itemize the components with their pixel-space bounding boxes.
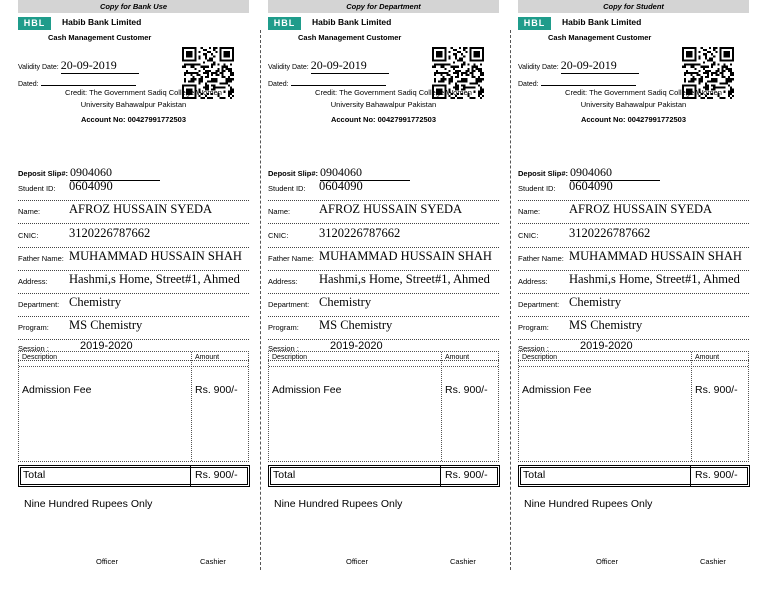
amount-header: Amount xyxy=(445,354,470,361)
field-value: AFROZ HUSSAIN SYEDA xyxy=(319,202,463,216)
amount-in-words: Nine Hundred Rupees Only xyxy=(524,498,653,510)
fee-description-table xyxy=(18,351,249,462)
dated-line xyxy=(291,78,386,86)
validity-value: 20-09-2019 xyxy=(61,58,139,74)
field-row xyxy=(18,227,249,248)
credit-line: Credit: The Government Sadiq College Women xyxy=(315,88,472,97)
fee-item-description: Admission Fee xyxy=(22,384,92,396)
field-label: Student ID: xyxy=(268,184,306,193)
hbl-logo: HBL xyxy=(268,17,301,30)
field-row xyxy=(268,319,499,340)
officer-signature-label: Officer xyxy=(96,557,118,566)
account-number: Account No: 00427991772503 xyxy=(330,115,437,124)
field-label: Father Name: xyxy=(268,254,314,263)
amount-header: Amount xyxy=(195,354,220,361)
field-label: Program: xyxy=(518,323,549,332)
fee-item-amount: Rs. 900/- xyxy=(445,384,488,396)
field-label: Address: xyxy=(268,277,298,286)
credit-line: Credit: The Government Sadiq College Women xyxy=(65,88,222,97)
credit-line: Credit: The Government Sadiq College Women xyxy=(565,88,722,97)
deposit-value: 0904060 xyxy=(320,165,410,181)
table-header xyxy=(269,352,498,367)
description-header: Description xyxy=(22,354,58,361)
hbl-logo: HBL xyxy=(18,17,51,30)
field-value: Hashmi,s Home, Street#1, Ahmed xyxy=(69,272,240,286)
field-row xyxy=(518,296,749,317)
field-label: Session : xyxy=(18,344,49,353)
field-row xyxy=(518,319,749,340)
credit-line-2: University Bahawalpur Pakistan xyxy=(580,100,687,109)
bank-name: Habib Bank Limited xyxy=(312,17,392,27)
credit-line-2: University Bahawalpur Pakistan xyxy=(330,100,437,109)
fee-slip-copy xyxy=(518,0,749,594)
deposit-value: 0904060 xyxy=(70,165,160,181)
field-value: 2019-2020 xyxy=(330,340,383,352)
field-label: Session : xyxy=(268,344,299,353)
field-row xyxy=(268,227,499,248)
field-label: Program: xyxy=(18,323,49,332)
total-amount: Rs. 900/- xyxy=(195,469,238,481)
description-header: Description xyxy=(522,354,558,361)
total-amount: Rs. 900/- xyxy=(695,469,738,481)
total-row xyxy=(268,465,500,487)
field-value: Hashmi,s Home, Street#1, Ahmed xyxy=(569,272,740,286)
field-value: Hashmi,s Home, Street#1, Ahmed xyxy=(319,272,490,286)
fee-item-amount: Rs. 900/- xyxy=(195,384,238,396)
validity-date xyxy=(518,58,639,74)
fee-slip-copy xyxy=(268,0,499,594)
column-divider xyxy=(691,352,692,461)
field-row xyxy=(518,180,749,201)
deposit-label: Deposit Slip#: xyxy=(18,169,69,178)
service-name: Cash Management Customer xyxy=(298,33,402,42)
fee-slip-copy xyxy=(18,0,249,594)
total-row xyxy=(518,465,750,487)
bank-name: Habib Bank Limited xyxy=(62,17,142,27)
field-row xyxy=(268,273,499,294)
field-label: CNIC: xyxy=(518,231,539,240)
field-value: MUHAMMAD HUSSAIN SHAH xyxy=(69,249,242,263)
cashier-signature-label: Cashier xyxy=(450,557,476,566)
copy-header: Copy for Student xyxy=(518,0,749,13)
field-label: CNIC: xyxy=(18,231,39,240)
dated-line xyxy=(541,78,636,86)
field-label: Address: xyxy=(18,277,48,286)
hbl-logo: HBL xyxy=(518,17,551,30)
account-number: Account No: 00427991772503 xyxy=(80,115,187,124)
field-value: Chemistry xyxy=(319,295,372,309)
field-row xyxy=(268,296,499,317)
field-value: MS Chemistry xyxy=(69,318,143,332)
cashier-signature-label: Cashier xyxy=(200,557,226,566)
field-value: 0604090 xyxy=(69,179,113,193)
table-header xyxy=(19,352,248,367)
field-row xyxy=(518,273,749,294)
total-label: Total xyxy=(523,469,546,481)
fee-description-table xyxy=(268,351,499,462)
field-row xyxy=(518,203,749,224)
deposit-label: Deposit Slip#: xyxy=(268,169,319,178)
total-amount: Rs. 900/- xyxy=(445,469,488,481)
field-row xyxy=(268,203,499,224)
field-label: Name: xyxy=(18,207,41,216)
validity-value: 20-09-2019 xyxy=(311,58,389,74)
validity-date xyxy=(18,58,139,74)
field-row xyxy=(268,250,499,271)
field-label: Program: xyxy=(268,323,299,332)
total-divider xyxy=(690,466,691,486)
field-label: Father Name: xyxy=(18,254,64,263)
field-label: Father Name: xyxy=(518,254,564,263)
account-number: Account No: 00427991772503 xyxy=(580,115,687,124)
validity-label: Validity Date: xyxy=(18,64,59,71)
fee-item-amount: Rs. 900/- xyxy=(695,384,738,396)
dated-label: Dated: xyxy=(18,81,39,88)
copy-header: Copy for Bank Use xyxy=(18,0,249,13)
field-label: Address: xyxy=(518,277,548,286)
field-value: 2019-2020 xyxy=(80,340,133,352)
field-label: Name: xyxy=(268,207,291,216)
field-value: 3120226787662 xyxy=(319,226,401,240)
field-value: AFROZ HUSSAIN SYEDA xyxy=(69,202,213,216)
credit-line-2: University Bahawalpur Pakistan xyxy=(80,100,187,109)
field-value: MUHAMMAD HUSSAIN SHAH xyxy=(569,249,742,263)
bank-name: Habib Bank Limited xyxy=(562,17,642,27)
field-value: MUHAMMAD HUSSAIN SHAH xyxy=(319,249,492,263)
field-row xyxy=(18,250,249,271)
field-value: 3120226787662 xyxy=(569,226,651,240)
validity-value: 20-09-2019 xyxy=(561,58,639,74)
field-row xyxy=(518,227,749,248)
field-label: Student ID: xyxy=(18,184,56,193)
field-row xyxy=(268,180,499,201)
deposit-value: 0904060 xyxy=(570,165,660,181)
field-label: Department: xyxy=(268,300,310,309)
table-header xyxy=(519,352,748,367)
service-name: Cash Management Customer xyxy=(48,33,152,42)
credit-info xyxy=(18,87,249,111)
total-label: Total xyxy=(23,469,46,481)
credit-info xyxy=(518,87,749,111)
field-value: Chemistry xyxy=(569,295,622,309)
dated-label: Dated: xyxy=(268,81,289,88)
slip-separator xyxy=(510,30,511,570)
field-value: 3120226787662 xyxy=(69,226,151,240)
dated-line xyxy=(41,78,136,86)
dated-label: Dated: xyxy=(518,81,539,88)
field-row xyxy=(518,250,749,271)
field-row xyxy=(18,296,249,317)
amount-in-words: Nine Hundred Rupees Only xyxy=(274,498,403,510)
amount-header: Amount xyxy=(695,354,720,361)
cashier-signature-label: Cashier xyxy=(700,557,726,566)
field-value: MS Chemistry xyxy=(569,318,643,332)
total-row xyxy=(18,465,250,487)
credit-info xyxy=(268,87,499,111)
fee-item-description: Admission Fee xyxy=(522,384,592,396)
amount-in-words: Nine Hundred Rupees Only xyxy=(24,498,153,510)
field-row xyxy=(18,180,249,201)
slip-separator xyxy=(260,30,261,570)
field-label: Name: xyxy=(518,207,541,216)
copy-header: Copy for Department xyxy=(268,0,499,13)
field-value: 2019-2020 xyxy=(580,340,633,352)
officer-signature-label: Officer xyxy=(346,557,368,566)
fee-slips xyxy=(18,0,768,594)
field-value: MS Chemistry xyxy=(319,318,393,332)
field-row xyxy=(18,203,249,224)
column-divider xyxy=(191,352,192,461)
field-value: Chemistry xyxy=(69,295,122,309)
total-divider xyxy=(440,466,441,486)
field-label: Student ID: xyxy=(518,184,556,193)
total-label: Total xyxy=(273,469,296,481)
total-divider xyxy=(190,466,191,486)
validity-label: Validity Date: xyxy=(518,64,559,71)
field-value: 0604090 xyxy=(319,179,363,193)
description-header: Description xyxy=(272,354,308,361)
field-label: Session : xyxy=(518,344,549,353)
service-name: Cash Management Customer xyxy=(548,33,652,42)
field-label: Department: xyxy=(518,300,560,309)
field-value: 0604090 xyxy=(569,179,613,193)
field-label: CNIC: xyxy=(268,231,289,240)
validity-label: Validity Date: xyxy=(268,64,309,71)
fee-description-table xyxy=(518,351,749,462)
validity-date xyxy=(268,58,389,74)
officer-signature-label: Officer xyxy=(596,557,618,566)
field-row xyxy=(18,273,249,294)
fee-item-description: Admission Fee xyxy=(272,384,342,396)
deposit-label: Deposit Slip#: xyxy=(518,169,569,178)
field-label: Department: xyxy=(18,300,60,309)
field-value: AFROZ HUSSAIN SYEDA xyxy=(569,202,713,216)
column-divider xyxy=(441,352,442,461)
field-row xyxy=(18,319,249,340)
